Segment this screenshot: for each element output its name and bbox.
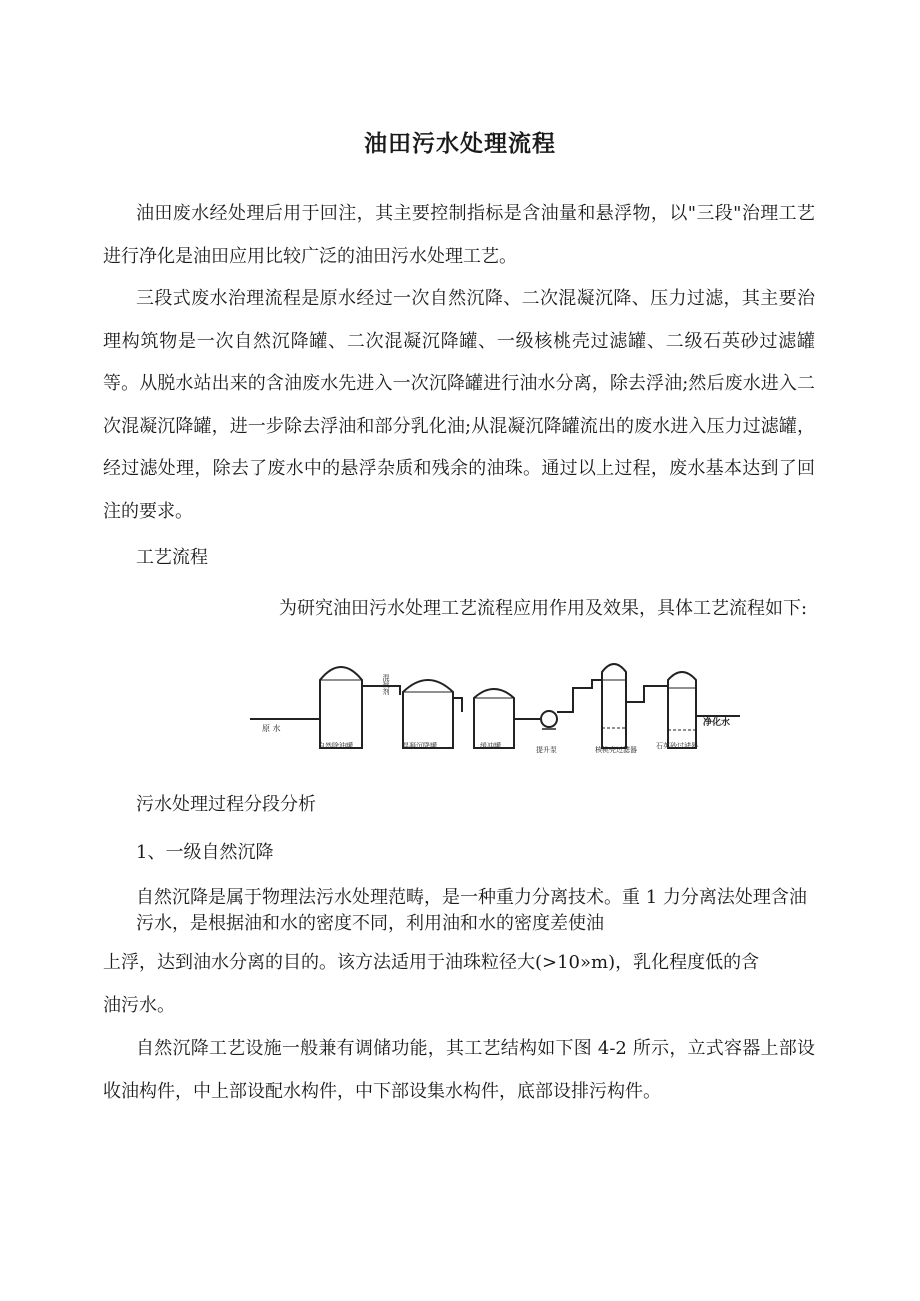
- process-flow-diagram: [240, 650, 760, 765]
- label-filter2: 石英砂过滤器: [656, 742, 698, 750]
- lift-pump-icon: [541, 711, 557, 727]
- paragraph-natural-settling-b: 上浮，达到油水分离的目的。该方法适用于油珠粒径大(>10»m)，乳化程度低的含: [103, 952, 760, 973]
- filter-quartz-sand: [668, 672, 696, 748]
- paragraph-natural-settling-a: 自然沉降是属于物理法污水处理范畴，是一种重力分离技术。重 1 力分离法处理含油污水，是根据油和水的密度不同，利用油和水的密度差使油: [136, 887, 807, 934]
- figure-caption: 为研究油田污水处理工艺流程应用作用及效果，具体工艺流程如下:: [279, 598, 808, 619]
- label-tank2: 混凝沉降罐: [402, 742, 437, 750]
- paragraph-intro: 油田废水经处理后用于回注，其主要控制指标是含油量和悬浮物，以"三段"治理工艺进行净化是油田应用比较广泛的油田污水处理工艺。: [103, 203, 815, 267]
- tank-natural-oil-removal: [320, 667, 362, 748]
- label-tank3: 缓冲罐: [480, 742, 501, 750]
- heading-process: 工艺流程: [136, 547, 208, 568]
- heading-analysis: 污水处理过程分段分析: [136, 794, 316, 815]
- label-outlet: 净化水: [703, 718, 731, 728]
- heading-stage1: 1、一级自然沉降: [136, 842, 274, 863]
- filter-walnut-shell: [602, 664, 626, 748]
- page-title: 油田污水处理流程: [364, 131, 556, 157]
- paragraph-natural-settling-c: 油污水。: [103, 995, 175, 1016]
- paragraph-settling-facility: 自然沉降工艺设施一般兼有调储功能，其工艺结构如下图 4-2 所示，立式容器上部设收油构件，中上部设配水构件，中下部设集水构件，底部设排污构件。: [103, 1038, 815, 1102]
- label-filter1: 核桃壳过滤器: [595, 746, 637, 754]
- label-raw-water: 原 水: [262, 724, 281, 733]
- paragraph-three-stage: 三段式废水治理流程是原水经过一次自然沉降、二次混凝沉降、压力过滤，其主要治理构筑物是一次自然沉降罐、二次混凝沉降罐、一级核桃壳过滤罐、二级石英砂过滤罐等。从脱水站出来的含油废水先进入一次沉降罐进行油水分离，除去浮油;然后废水进入二次混凝沉降罐，进一步除去浮油和部分乳化油;从混凝沉降罐流出的废水进入压力过滤罐，经过滤处理，除去了废水中的悬浮杂质和残余的油珠。通过以上过程，废水基本达到了回注的要求。: [103, 288, 815, 522]
- label-pump: 提升泵: [536, 746, 557, 754]
- label-dosing: 混凝剂: [382, 674, 390, 695]
- label-tank1: 自然除油罐: [318, 742, 353, 750]
- tank-coagulation-settling: [403, 680, 453, 748]
